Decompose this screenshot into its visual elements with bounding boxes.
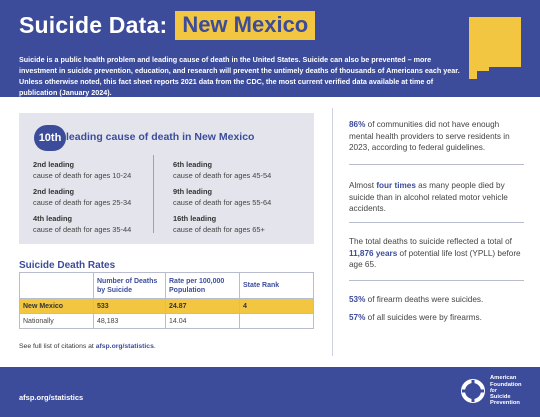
- row-deaths: 533: [94, 299, 166, 314]
- fact-text: Almost: [349, 181, 377, 190]
- stat-desc: cause of death for ages 55-64: [173, 198, 272, 207]
- row-rate: 24.87: [166, 299, 240, 314]
- stat-desc: cause of death for ages 65+: [173, 225, 265, 234]
- column-header: State Rank: [240, 273, 314, 299]
- stat-lead: 9th leading: [173, 187, 213, 196]
- header-banner: [0, 0, 540, 97]
- death-rates-table: [19, 272, 314, 329]
- org-name-line: American: [490, 375, 517, 381]
- stat-item: [173, 159, 271, 181]
- new-mexico-outline-icon: [467, 15, 523, 81]
- column-header: Number of Deaths by Suicide: [94, 273, 166, 299]
- stat-lead: 2nd leading: [33, 160, 75, 169]
- citation-prefix: See full list of citations at: [19, 343, 96, 350]
- fact-item: [349, 236, 524, 271]
- rank-badge: 10th: [34, 125, 66, 151]
- fact-highlight: four times: [376, 181, 416, 190]
- table-row: [20, 314, 314, 329]
- fact-item: [349, 294, 524, 306]
- fact-highlight: 86%: [349, 120, 366, 129]
- title-prefix: Suicide Data:: [19, 12, 168, 38]
- intro-paragraph: Suicide is a public health problem and leading cause of death in the United States. Suicide can also be prevented – more investment in suicide prevention, education, and research will prevent the untimely deaths of thousands of Americans each year. Unless otherwise noted, this fact sheet reports 2021 data from the CDC, the most current verified data available at time of publication (January 2024).: [19, 55, 460, 97]
- org-name-line: for: [490, 387, 497, 394]
- table-title: Suicide Death Rates: [19, 260, 116, 271]
- fact-item: [349, 312, 524, 324]
- row-rate: 14.04: [166, 314, 240, 329]
- table-header-row: [20, 273, 314, 299]
- fact-text: as many people died by suicide than in alcohol related motor vehicle accidents.: [349, 181, 508, 213]
- stat-desc: cause of death for ages 35-44: [33, 225, 132, 234]
- stat-item: [33, 159, 131, 181]
- stat-desc: cause of death for ages 25-34: [33, 198, 132, 207]
- row-deaths: 48,183: [94, 314, 166, 329]
- org-name-line: Prevention: [490, 400, 520, 407]
- org-name-line: Suicide: [490, 393, 511, 400]
- stat-desc: cause of death for ages 10-24: [33, 171, 132, 180]
- stat-lead: 16th leading: [173, 214, 217, 223]
- row-name: Nationally: [20, 314, 94, 329]
- citation-suffix: .: [153, 343, 156, 350]
- afsp-lifebuoy-logo-icon: [461, 379, 485, 403]
- fact-text: of all suicides were by firearms.: [365, 313, 482, 322]
- table-row: [20, 299, 314, 314]
- citation-link[interactable]: afsp.org/statistics: [95, 343, 154, 350]
- panel-divider: [153, 155, 154, 233]
- stat-item: [173, 213, 265, 235]
- row-rank: 4: [240, 299, 314, 314]
- stat-item: [33, 186, 131, 208]
- stat-lead: 2nd leading: [33, 187, 75, 196]
- fact-item: [349, 119, 524, 154]
- footer-banner: [0, 367, 540, 417]
- fact-highlight: 11,876 years: [349, 248, 398, 258]
- column-header: [20, 273, 94, 299]
- stat-lead: 4th leading: [33, 214, 73, 223]
- fact-separator: [349, 222, 524, 223]
- afsp-wordmark: [490, 375, 532, 407]
- column-divider: [332, 108, 333, 356]
- citation-note: [19, 343, 156, 350]
- footer-url-link[interactable]: afsp.org/statistics: [19, 393, 84, 402]
- stat-item: [173, 186, 271, 208]
- column-header: Rate per 100,000 Population: [166, 273, 240, 299]
- stat-lead: 6th leading: [173, 160, 213, 169]
- stat-item: [33, 213, 131, 235]
- row-rank: [240, 314, 314, 329]
- fact-text: of firearm deaths were suicides.: [365, 295, 484, 304]
- rank-label: leading cause of death in New Mexico: [66, 131, 255, 143]
- stat-desc: cause of death for ages 45-54: [173, 171, 272, 180]
- fact-item: [349, 180, 524, 215]
- row-name: New Mexico: [20, 299, 94, 314]
- fact-text: of communities did not have enough mental health providers to serve residents in 2023, according to federal guidelines.: [349, 120, 510, 152]
- fact-highlight: 53%: [349, 295, 366, 304]
- fact-separator: [349, 164, 524, 165]
- ranking-panel: [19, 113, 314, 244]
- page-title: [19, 11, 315, 40]
- afsp-logo: [461, 375, 532, 407]
- fact-text: of potential life lost (YPLL) before age 65.: [349, 248, 521, 269]
- fact-text: The total deaths to suicide reflected a total of: [349, 237, 512, 246]
- title-state-highlight: New Mexico: [175, 11, 315, 40]
- org-name-line: Foundation: [490, 381, 522, 388]
- fact-separator: [349, 280, 524, 281]
- fact-highlight: 57%: [349, 313, 366, 322]
